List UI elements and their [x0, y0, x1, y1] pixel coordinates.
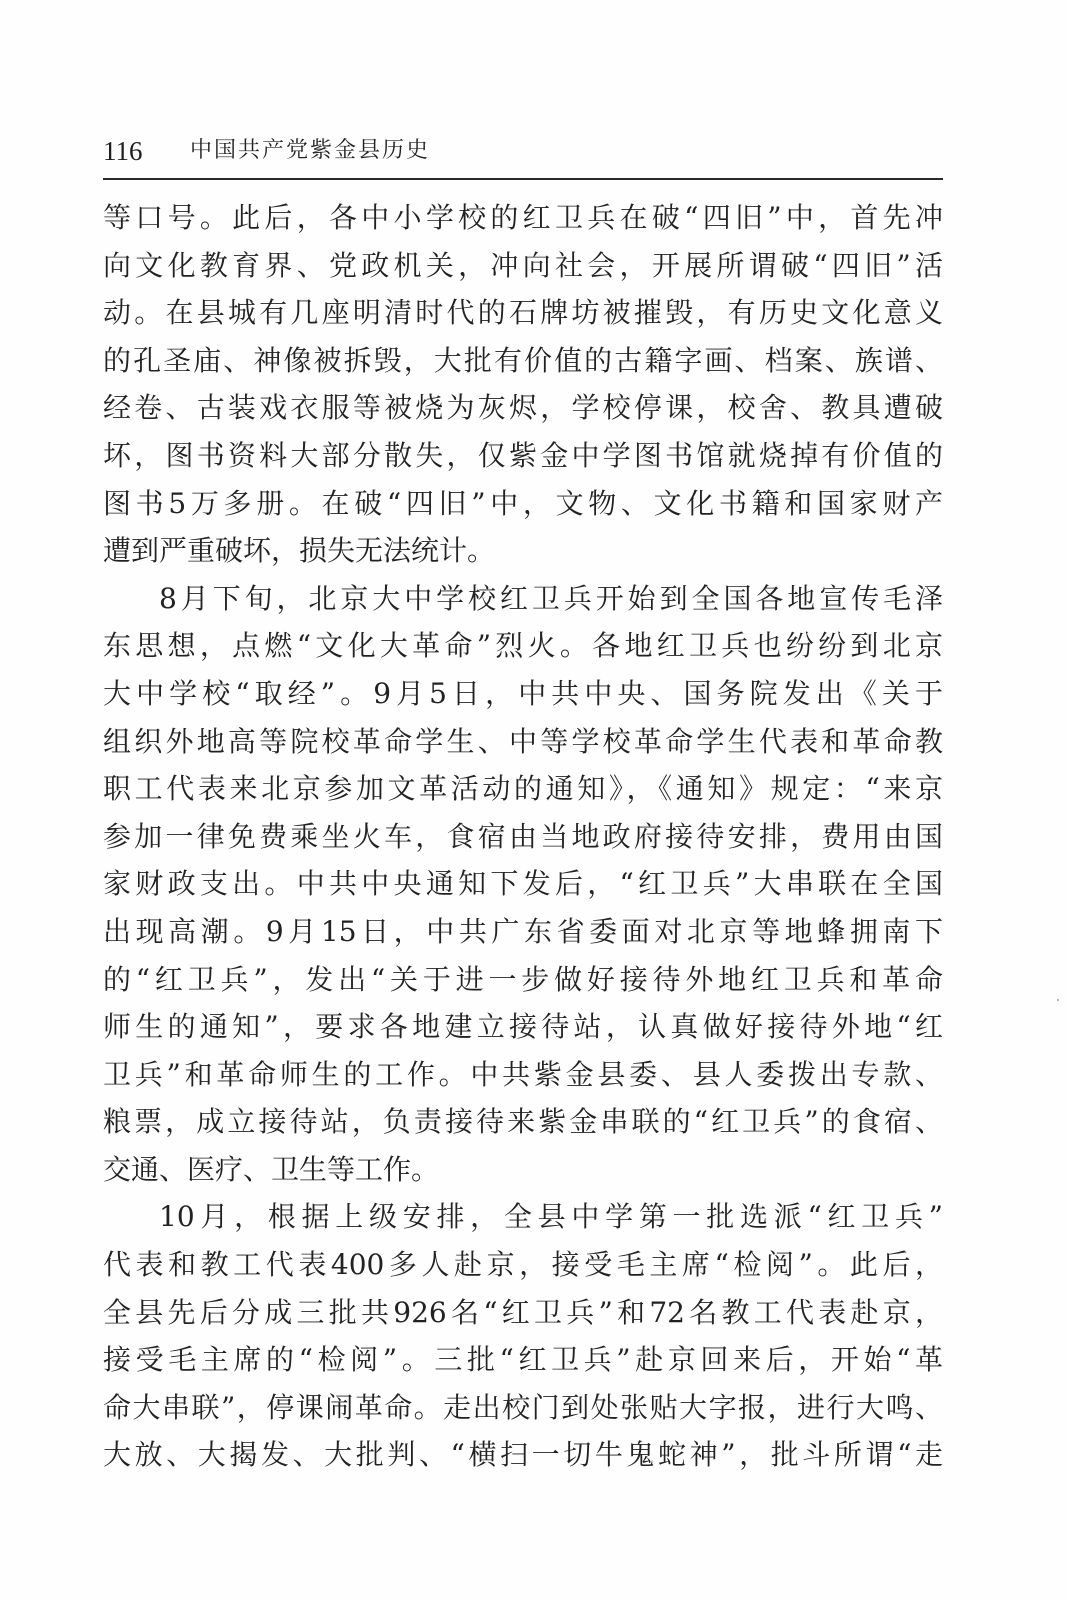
text-line: 出现高潮。9月15日，中共广东省委面对北京等地蜂拥南下	[103, 914, 943, 948]
text-line: 遭到严重破坏，损失无法统计。	[103, 534, 496, 568]
text-line: 等口号。此后，各中小学校的红卫兵在破“四旧”中，首先冲	[103, 201, 943, 234]
page-header	[103, 134, 943, 174]
margin-speck	[1057, 999, 1059, 1001]
text-line: 家财政支出。中共中央通知下发后，“红卫兵”大串联在全国	[103, 867, 943, 901]
text-line: 8月下旬，北京大中学校红卫兵开始到全国各地宣传毛泽	[159, 581, 943, 615]
header-rule	[103, 178, 943, 180]
body-text	[103, 194, 943, 1479]
text-line: 向文化教育界、党政机关，冲向社会，开展所谓破“四旧”活	[103, 248, 943, 282]
text-line: 大中学校“取经”。9月5日，中共中央、国务院发出《关于	[103, 676, 943, 710]
text-line: 全县先后分成三批共926名“红卫兵”和72名教工代表赴京，	[103, 1295, 943, 1329]
text-line: 大放、大揭发、大批判、“横扫一切牛鬼蛇神”，批斗所谓“走	[103, 1438, 943, 1472]
text-line: 东思想，点燃“文化大革命”烈火。各地红卫兵也纷纷到北京	[103, 629, 943, 663]
text-line: 经卷、古装戏衣服等被烧为灰烬，学校停课，校舍、教具遭破	[103, 391, 943, 425]
text-line: 10月，根据上级安排，全县中学第一批选派“红卫兵”	[159, 1200, 943, 1234]
text-line: 图书5万多册。在破“四旧”中，文物、文化书籍和国家财产	[103, 486, 943, 520]
text-line: 命大串联”，停课闹革命。走出校门到处张贴大字报，进行大鸣、	[103, 1390, 943, 1424]
text-line: 代表和教工代表400多人赴京，接受毛主席“检阅”。此后，	[103, 1248, 943, 1282]
text-line: 的孔圣庙、神像被拆毁，大批有价值的古籍字画、档案、族谱、	[103, 343, 943, 377]
text-line: 动。在县城有几座明清时代的石牌坊被摧毁，有历史文化意义	[103, 296, 943, 330]
text-line: 接受毛主席的“检阅”。三批“红卫兵”赴京回来后，开始“革	[103, 1343, 943, 1377]
text-line: 组织外地高等院校革命学生、中等学校革命学生代表和革命教	[103, 724, 943, 758]
text-line: 交通、医疗、卫生等工作。	[103, 1152, 440, 1186]
running-title: 中国共产党紫金县历史	[190, 138, 431, 163]
text-line: 坏，图书资料大部分散失，仅紫金中学图书馆就烧掉有价值的	[103, 438, 943, 472]
text-line: 的“红卫兵”，发出“关于进一步做好接待外地红卫兵和革命	[103, 962, 943, 996]
text-line: 师生的通知”，要求各地建立接待站，认真做好接待外地“红	[103, 1010, 943, 1044]
text-line: 粮票，成立接待站，负责接待来紫金串联的“红卫兵”的食宿、	[103, 1105, 943, 1139]
text-line: 参加一律免费乘坐火车，食宿由当地政府接待安排，费用由国	[103, 819, 943, 853]
page-number: 116	[103, 136, 143, 166]
text-line: 职工代表来北京参加文革活动的通知》，《通知》规定：“来京	[103, 772, 943, 806]
text-line: 卫兵”和革命师生的工作。中共紫金县委、县人委拨出专款、	[103, 1057, 943, 1091]
